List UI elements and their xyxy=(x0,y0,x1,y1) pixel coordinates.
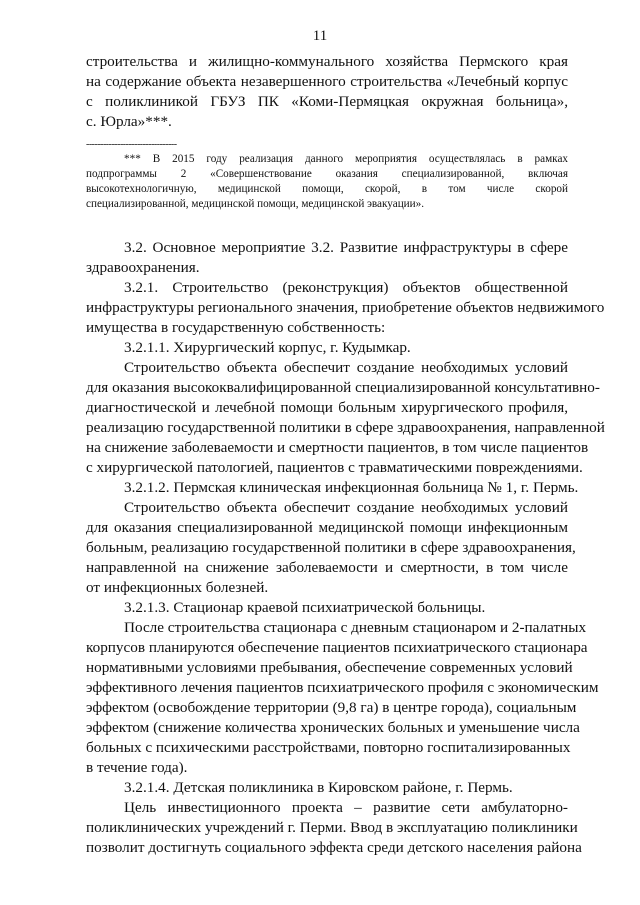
text-line: После строительства стационара с дневным стационаром и 2-палатных xyxy=(124,619,587,636)
text-line: строительства и жилищно-коммунального хозяйства Пермского края xyxy=(86,53,568,70)
text-line: для оказания специализированной медицинской помощи инфекционным xyxy=(86,519,568,536)
text-line: на содержание объекта незавершенного строительства «Лечебный корпус xyxy=(86,73,568,90)
text-line: Строительство объекта обеспечит создание необходимых условий xyxy=(124,359,568,376)
section-heading: 3.2. Основное мероприятие 3.2. Развитие инфраструктуры в сфере xyxy=(124,239,568,256)
text-line: эффектом (снижение количества хронических больных и уменьшение числа xyxy=(86,719,580,736)
text-line: с хирургической патологией, пациентов с травматическими повреждениями. xyxy=(86,459,583,476)
page-number: 11 xyxy=(312,28,328,44)
text-line: с поликлиникой ГБУЗ ПК «Коми-Пермяцкая окружная больница», xyxy=(86,93,568,110)
text-line: в течение года). xyxy=(86,759,188,776)
text-line: с. Юрла»***. xyxy=(86,113,172,130)
item-heading: 3.2.1.2. Пермская клиническая инфекционная больница № 1, г. Пермь. xyxy=(124,479,579,496)
text-line: Цель инвестиционного проекта – развитие сети амбулаторно- xyxy=(124,799,568,816)
text-line: больным, реализацию государственной политики в сфере здравоохранения, xyxy=(86,539,576,556)
text-line: инфраструктуры регионального значения, приобретение объектов недвижимого xyxy=(86,299,605,316)
page-content xyxy=(86,52,605,858)
footnote-line: подпрограммы 2 «Совершенствование оказания специализированной, включая xyxy=(86,168,568,180)
footnote-line: высокотехнологичную, медицинской помощи, скорой, в том числе скорой xyxy=(86,183,568,195)
text-line: корпусов планируются обеспечение пациентов психиатрического стационара xyxy=(86,639,588,656)
item-heading: 3.2.1.3. Стационар краевой психиатрической больницы. xyxy=(124,599,486,616)
item-heading: 3.2.1.4. Детская поликлиника в Кировском районе, г. Пермь. xyxy=(124,779,513,796)
text-line: направленной на снижение заболеваемости и смертности, в том числе xyxy=(86,559,568,576)
text-line: диагностической и лечебной помощи больным хирургического профиля, xyxy=(86,399,568,416)
item-heading: 3.2.1.1. Хирургический корпус, г. Кудымкар. xyxy=(124,339,411,356)
footnote-line: *** В 2015 году реализация данного мероприятия осуществлялась в рамках xyxy=(124,153,568,165)
text-line: больных с психическими расстройствами, повторно госпитализированных xyxy=(86,739,571,756)
text-line: здравоохранения. xyxy=(86,259,200,276)
text-line: реализацию государственной политики в сфере здравоохранения, направленной xyxy=(86,419,605,436)
text-line: позволит достигнуть социального эффекта среди детского населения района xyxy=(86,839,582,856)
subsection-heading: 3.2.1. Строительство (реконструкция) объектов общественной xyxy=(124,279,568,296)
text-line: нормативными условиями пребывания, обеспечение современных условий xyxy=(86,659,573,676)
text-line: на снижение заболеваемости и смертности пациентов, в том числе пациентов xyxy=(86,439,589,456)
text-line: имущества в государственную собственность: xyxy=(86,319,386,336)
text-line: для оказания высококвалифицированной специализированной консультативно- xyxy=(86,379,600,396)
footnote-line: специализированной, медицинской помощи, медицинской эвакуации». xyxy=(86,198,425,210)
text-line: поликлинических учреждений г. Перми. Ввод в эксплуатацию поликлиники xyxy=(86,819,578,836)
footnote-separator: -------------------------------- xyxy=(86,139,177,150)
text-line: эффективного лечения пациентов психиатрического профиля с экономическим xyxy=(86,679,599,696)
text-line: эффектом (освобождение территории (9,8 га) в центре города), социальным xyxy=(86,699,577,716)
text-line: от инфекционных болезней. xyxy=(86,579,269,596)
text-line: Строительство объекта обеспечит создание необходимых условий xyxy=(124,499,568,516)
